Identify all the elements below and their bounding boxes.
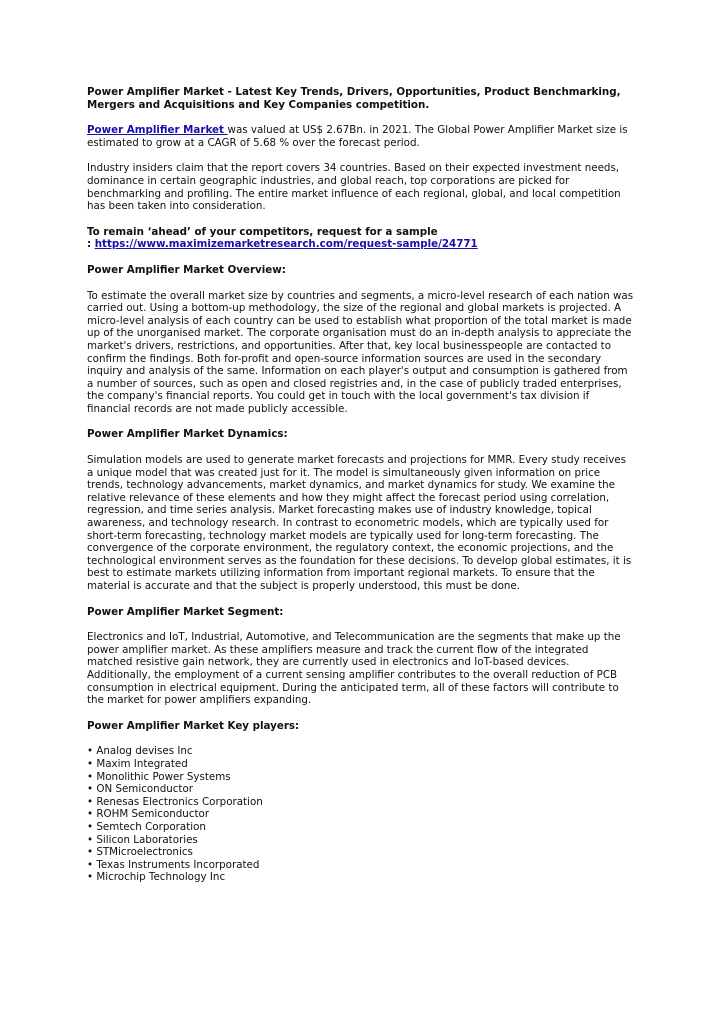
list-item: • ROHM Semiconductor: [87, 808, 210, 821]
market-report-link[interactable]: Power Amplifier Market: [87, 124, 228, 137]
list-item: • Texas Instruments Incorporated: [87, 858, 260, 871]
bullet-glyph: •: [87, 820, 94, 833]
key-players-list: [87, 745, 635, 884]
intro-text: was valued at US$ 2.67Bn. in 2021. The Global Power Amplifier Market size is estimated to grow at a CAGR of 5.68 % over the forecast period.: [87, 124, 628, 149]
overview-heading: Power Amplifier Market Overview:: [87, 263, 286, 276]
bullet-glyph: •: [87, 770, 94, 783]
list-item: • Analog devises Inc: [87, 745, 193, 758]
sample-prefix: :: [87, 238, 95, 251]
bullet-glyph: •: [87, 783, 94, 796]
list-item: • Microchip Technology Inc: [87, 871, 226, 884]
list-item: • Silicon Laboratories: [87, 833, 198, 846]
document-title: Power Amplifier Market - Latest Key Trends, Drivers, Opportunities, Product Benchmarking, Mergers and Acquisitions and Key Companies competition.: [87, 86, 621, 111]
dynamics-paragraph: Simulation models are used to generate market forecasts and projections for MMR. Every study receives a unique model that was created just for it. The model is simultaneously given information on price trends, technology advancements, market dynamics, and market dynamics for study. We examine the relative relevance of these elements and how they might affect the forecast period using correlation, regression, and time series analysis. Market forecasting makes use of industry knowledge, topical awareness, and technology research. In contrast to econometric models, which are typically used for short-term forecasting, technology market models are typically used for long-term forecasting. The convergence of the corporate environment, the regulatory context, the economic projections, and the technological environment serves as the foundation for these decisions. To develop global estimates, it is best to estimate markets utilizing information from important regional markets. To ensure that the material is accurate and that the subject is properly understood, this must be done.: [87, 454, 632, 592]
bullet-glyph: •: [87, 858, 94, 871]
bullet-glyph: •: [87, 808, 94, 821]
document-page: [87, 86, 635, 884]
list-item: • Maxim Integrated: [87, 757, 188, 770]
sample-request-line: [87, 238, 635, 251]
segment-heading: Power Amplifier Market Segment:: [87, 605, 284, 618]
dynamics-heading: Power Amplifier Market Dynamics:: [87, 428, 288, 441]
list-item: • ON Semiconductor: [87, 783, 193, 796]
list-item: • Semtech Corporation: [87, 820, 206, 833]
sample-request-text: To remain ‘ahead’ of your competitors, request for a sample: [87, 225, 438, 238]
intro-paragraph: [87, 124, 635, 149]
list-item: • Monolithic Power Systems: [87, 770, 231, 783]
bullet-glyph: •: [87, 833, 94, 846]
bullet-glyph: •: [87, 871, 94, 884]
bullet-glyph: •: [87, 745, 94, 758]
players-heading: Power Amplifier Market Key players:: [87, 719, 300, 732]
bullet-glyph: •: [87, 757, 94, 770]
overview-paragraph: To estimate the overall market size by countries and segments, a micro-level research of each nation was carried out. Using a bottom-up methodology, the size of the regional and global markets is projected. A micro-level analysis of each country can be used to establish what proportion of the total market is made up of the unorganised market. The corporate organisation must do an in-depth analysis to appreciate the market's drivers, restrictions, and opportunities. After that, key local businesspeople are contacted to confirm the findings. Both for-profit and open-source information sources are used in the secondary inquiry and analysis of the same. Information on each player's output and consumption is gathered from a number of sources, such as open and closed registries and, in the case of publicly traded enterprises, the company's financial reports. You could get in touch with the local government's tax division if financial records are not made publicly accessible.: [87, 289, 634, 415]
bullet-glyph: •: [87, 846, 94, 859]
bullet-glyph: •: [87, 795, 94, 808]
insiders-paragraph: Industry insiders claim that the report covers 34 countries. Based on their expected investment needs, dominance in certain geographic industries, and global reach, top corporations are picked for benchmarking and profiling. The entire market influence of each regional, global, and local competition has been taken into consideration.: [87, 162, 621, 213]
segment-paragraph: Electronics and IoT, Industrial, Automotive, and Telecommunication are the segments that make up the power amplifier market. As these amplifiers measure and track the current flow of the integrated matched resistive gain network, they are currently used in electronics and IoT-based devices. Additionally, the employment of a current sensing amplifier contributes to the overall reduction of PCB consumption in electrical equipment. During the anticipated term, all of these factors will contribute to the market for power amplifiers expanding.: [87, 631, 621, 707]
sample-request-link[interactable]: https://www.maximizemarketresearch.com/request-sample/24771: [94, 238, 478, 251]
list-item: • Renesas Electronics Corporation: [87, 795, 263, 808]
list-item: • STMicroelectronics: [87, 846, 193, 859]
sample-request: [87, 226, 635, 251]
